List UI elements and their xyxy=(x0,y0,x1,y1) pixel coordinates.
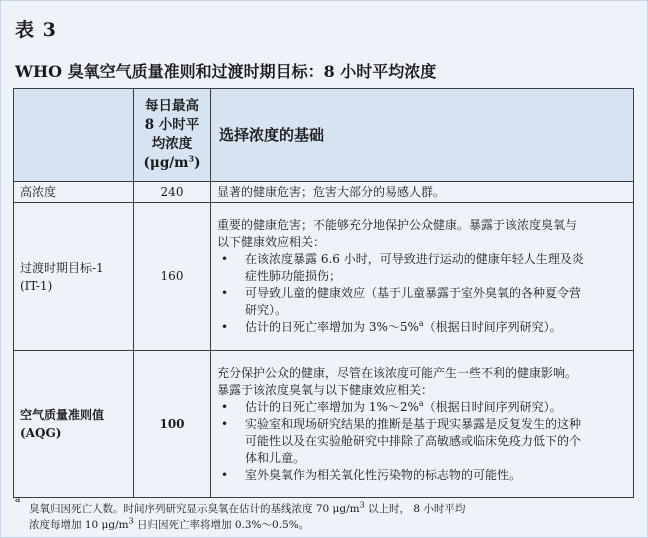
table-header-row xyxy=(14,89,634,182)
row-it1-value: 160 xyxy=(134,203,211,351)
it1-bullet-list xyxy=(217,251,627,336)
header-blank-cell xyxy=(14,89,134,182)
table-footnote: a 臭氧归因死亡人数。时间序列研究显示臭氧在估计的基线浓度 70 $\mu g/m^3$ 以上时， 8 小时平均 浓度每增加 10 $\mu g/m^3$ 日归因死亡率将增加 0.3%～0.5%。 xyxy=(15,501,635,533)
aqg-bullet-2: • 实验室和现场研究结果的推断是基于现实暴露是反复发生的这种 可能性以及在实验舱研究中排除了高敏感或临床免疫力低下的个 体和儿童。 xyxy=(217,416,627,467)
table-row-it1 xyxy=(14,203,634,351)
row-high-label: 高浓度 xyxy=(14,182,134,203)
header-basis: 选择浓度的基础 xyxy=(211,89,634,182)
row-it1-label: 过渡时期目标-1 (IT-1) xyxy=(14,203,134,351)
aqg-bullet-3: • 室外臭氧作为相关氧化性污染物的标志物的可能性。 xyxy=(217,467,627,484)
header-conc-line3: 均浓度 xyxy=(151,136,193,152)
table-number: 表 3 xyxy=(15,19,57,41)
footnote-line-2: 浓度每增加 10 $\mu g/m^3$ 日归因死亡率将增加 0.3%～0.5%。 xyxy=(29,516,310,531)
aqg-bullet-1: • 估计的日死亡率增加为 1%～2%$^a$（根据日时间序列研究）。 xyxy=(217,399,627,416)
header-conc-unit: $(\mu g/m^3)$ xyxy=(143,153,201,171)
header-conc-line1: 每日最高 xyxy=(145,98,199,114)
row-aqg-label: 空气质量准则值 (AQG) xyxy=(14,351,134,498)
table-row-high xyxy=(14,182,634,203)
table-caption: WHO 臭氧空气质量准则和过渡时期目标：8 小时平均浓度 xyxy=(15,62,437,81)
aqg-bullet-list xyxy=(217,399,627,484)
table-row-aqg xyxy=(14,351,634,498)
header-concentration xyxy=(134,89,211,182)
row-high-basis: 显著的健康危害；危害大部分的易感人群。 xyxy=(211,182,634,203)
it1-bullet-2: • 可导致儿童的健康效应（基于儿童暴露于室外臭氧的各种夏令营 研究）。 xyxy=(217,285,627,319)
row-aqg-basis: 充分保护公众的健康，尽管在该浓度可能产生一些不利的健康影响。 暴露于该浓度臭氧与以下健康效应相关： • 估计的日死亡率增加为 1%～2%$^a$（根据日时间序列研究）。 • 实验室和现场研究结果的推断是基于现实暴露是反复发生的这种 可能性以及在实验舱研究中排除了高敏感或临床免疫力低下的个 体和儿童。 • 室外臭氧作为相关氧化性污染物的标志物的可能性。 xyxy=(211,351,634,498)
row-aqg-value: 100 xyxy=(134,351,211,498)
row-it1-basis: 重要的健康危害；不能够充分地保护公众健康。暴露于该浓度臭氧与 以下健康效应相关： • 在该浓度暴露 6.6 小时，可导致进行运动的健康年轻人生理及炎 症性肺功能损伤； • 可导致儿童的健康效应（基于儿童暴露于室外臭氧的各种夏令营 研究）。 • 估计的日死亡率增加为 3%～5%$^a$（根据日时间序列研究）。 xyxy=(211,203,634,351)
it1-bullet-3: • 估计的日死亡率增加为 3%～5%$^a$（根据日时间序列研究）。 xyxy=(217,319,627,336)
it1-bullet-1: • 在该浓度暴露 6.6 小时，可导致进行运动的健康年轻人生理及炎 症性肺功能损伤； xyxy=(217,251,627,285)
header-conc-line2: 8 小时平 xyxy=(144,117,200,133)
footnote-line-1: 臭氧归因死亡人数。时间序列研究显示臭氧在估计的基线浓度 70 $\mu g/m^3$ 以上时， 8 小时平均 xyxy=(29,500,466,515)
row-high-value: 240 xyxy=(134,182,211,203)
ozone-guideline-table xyxy=(13,88,634,498)
